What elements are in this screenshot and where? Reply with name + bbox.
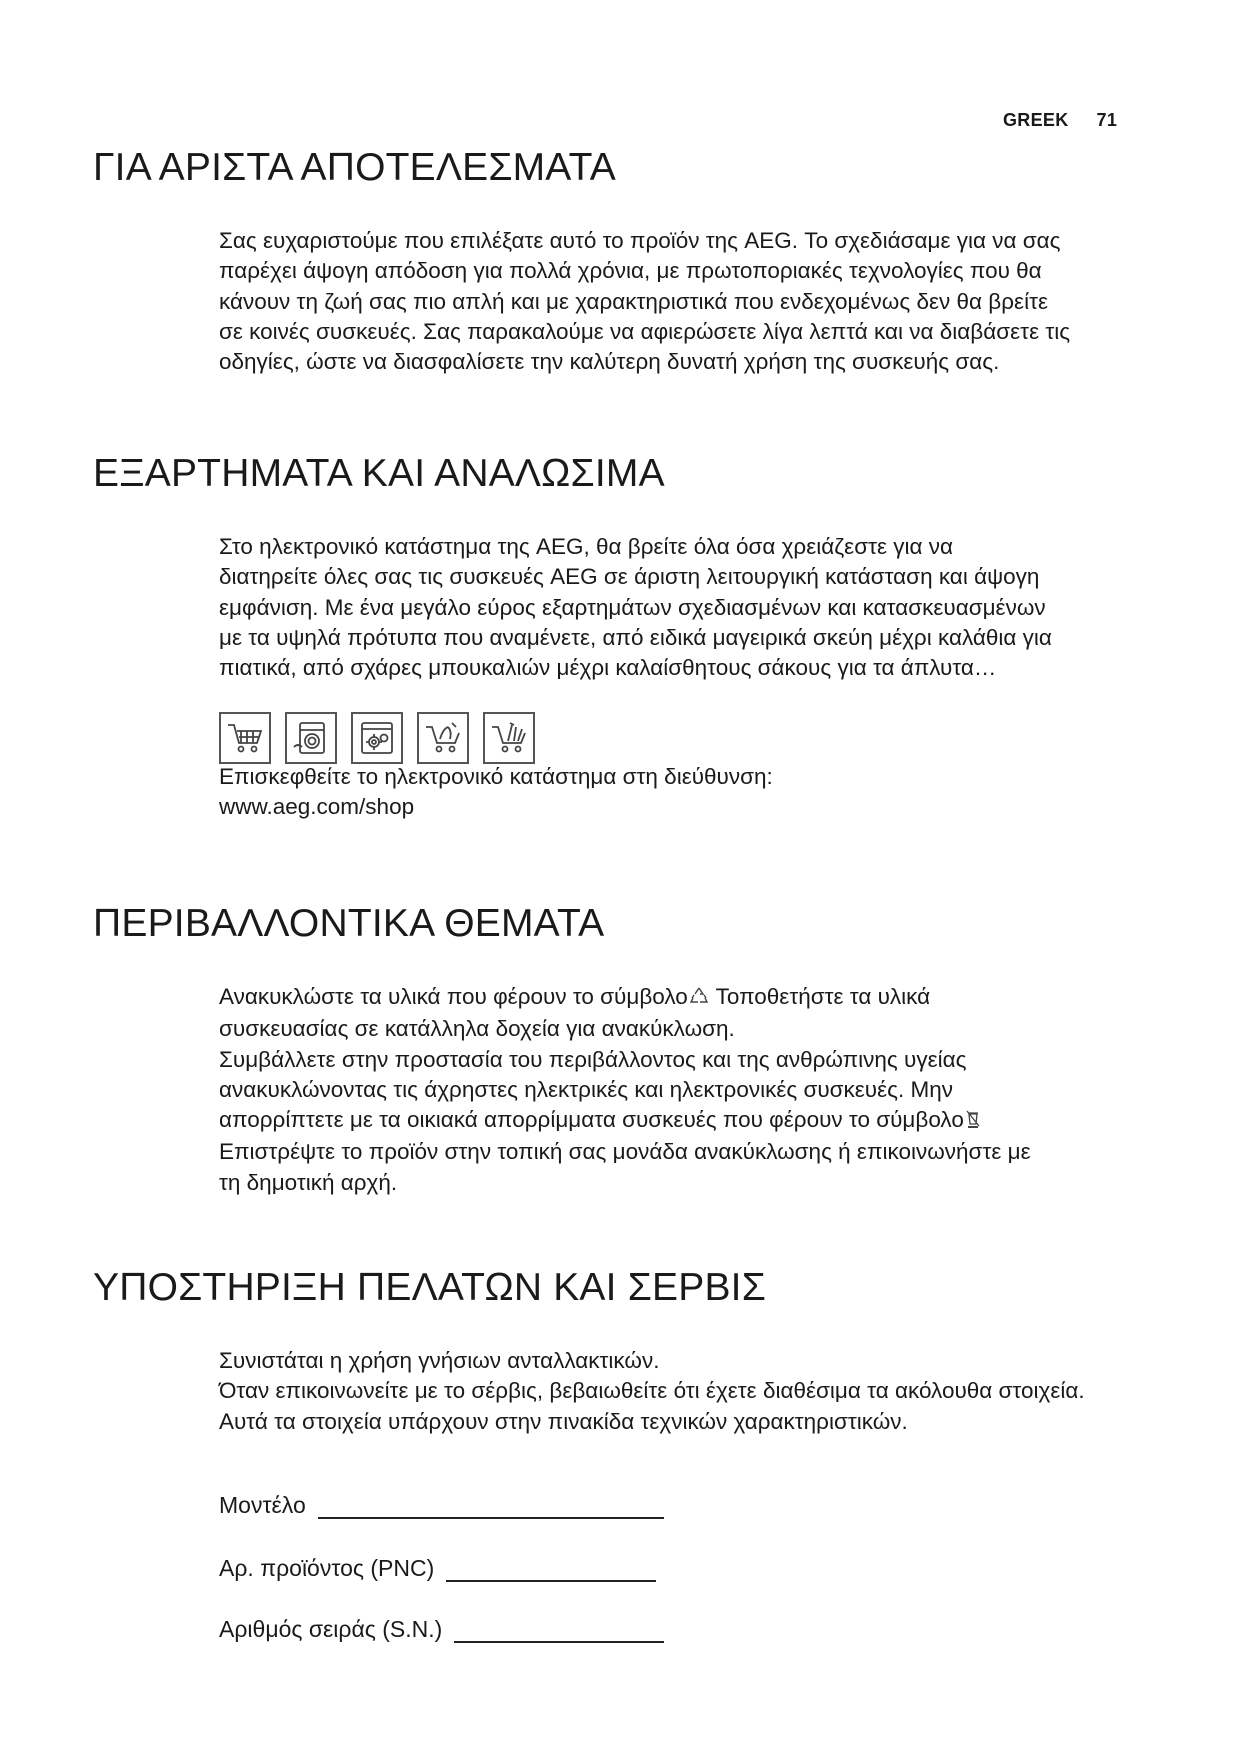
serial-field-row [219, 1616, 664, 1643]
text-line: συσκευασίας σε κατάλληλα δοχεία για ανακύκλωση. [219, 1016, 735, 1042]
shop-url-link[interactable]: www.aeg.com/shop [219, 794, 415, 820]
text-line: πιατικά, από σχάρες μπουκαλιών μέχρι καλαίσθητους σάκους για τα άπλυτα… [219, 655, 997, 681]
section-title-environment: ΠΕΡΙΒΑΛΛΟΝΤΙΚΑ ΘΕΜΑΤΑ [93, 902, 605, 945]
accessories-paragraph [219, 532, 1149, 683]
pnc-blank-line[interactable] [446, 1556, 656, 1582]
model-field-row [219, 1492, 664, 1519]
environment-paragraph [219, 982, 1149, 1198]
washing-machine-care-icon [285, 712, 337, 764]
model-label: Μοντέλο [219, 1492, 306, 1518]
section-title-support: ΥΠΟΣΤΗΡΙΞΗ ΠΕΛΑΤΩΝ ΚΑΙ ΣΕΡΒΙΣ [93, 1266, 767, 1309]
pnc-label: Αρ. προϊόντος (PNC) [219, 1555, 435, 1581]
text-line: Επιστρέψτε το προϊόν στην τοπική σας μονάδα ανακύκλωσης ή επικοινωνήστε με [219, 1139, 1031, 1165]
best-results-paragraph [219, 226, 1149, 377]
text-line: Στο ηλεκτρονικό κατάστημα της AEG, θα βρείτε όλα όσα χρειάζεστε για να [219, 534, 954, 559]
text-line: εμφάνιση. Με ένα μεγάλο εύρος εξαρτημάτων σχεδιασμένων και κατασκευασμένων [219, 594, 1046, 620]
cart-with-tools-icon [483, 712, 535, 764]
text-line: τη δημοτική αρχή. [219, 1169, 398, 1195]
shop-visit-text [219, 762, 1149, 823]
text-line: Όταν επικοινωνείτε με το σέρβις, βεβαιωθείτε ότι έχετε διαθέσιμα τα ακόλουθα στοιχεία. [219, 1378, 1085, 1404]
page-header [1003, 110, 1117, 131]
text-line: ανακυκλώνοντας τις άχρηστες ηλεκτρικές και ηλεκτρονικές συσκευές. Μην [219, 1076, 953, 1102]
text-line: σε κοινές συσκευές. Σας παρακαλούμε να αφιερώσετε λίγα λεπτά και να διαβάσετε τις [219, 318, 1071, 344]
text-line: παρέχει άψογη απόδοση για πολλά χρόνια, με πρωτοποριακές τεχνολογίες που θα [219, 258, 1042, 284]
text-line: Σας ευχαριστούμε που επιλέξατε αυτό το προϊόν της AEG. Το σχεδιάσαμε για να σας [219, 228, 1061, 253]
shopping-cart-icon [219, 712, 271, 764]
pnc-field-row [219, 1555, 656, 1582]
support-paragraph [219, 1346, 1149, 1437]
language-label: GREEK [1003, 110, 1069, 130]
weee-text: απορρίπτετε με τα οικιακά απορρίμματα συσκευές που φέρουν το σύμβολο [219, 1107, 964, 1133]
text-line: Αυτά τα στοιχεία υπάρχουν στην πινακίδα τεχνικών χαρακτηριστικών. [219, 1408, 908, 1434]
text-line: Συνιστάται η χρήση γνήσιων ανταλλακτικών. [219, 1348, 660, 1373]
text-line: διατηρείτε όλες σας τις συσκευές AEG σε άριστη λειτουργική κατάσταση και άψογη [219, 564, 1040, 590]
text-line: Συμβάλλετε στην προστασία του περιβάλλοντος και της ανθρώπινης υγείας [219, 1046, 967, 1072]
text-line: κάνουν τη ζωή σας πιο απλή και με χαρακτηριστικά που ενδεχομένως δεν θα βρείτε [219, 288, 1048, 314]
text-line [219, 1105, 1149, 1137]
serial-label: Αριθμός σειράς (S.N.) [219, 1616, 443, 1642]
recycle-icon [690, 984, 708, 1014]
crossed-bin-icon [966, 1107, 980, 1137]
page-number: 71 [1096, 110, 1118, 130]
recycle-text-b: Τοποθετήστε τα υλικά [709, 984, 931, 1009]
shop-icons-row [219, 712, 535, 764]
appliance-settings-icon [351, 712, 403, 764]
text-line [219, 982, 1149, 1014]
serial-blank-line[interactable] [454, 1617, 664, 1643]
recycle-text-a: Ανακυκλώστε τα υλικά που φέρουν το σύμβολο [219, 984, 688, 1009]
cart-with-parts-icon [417, 712, 469, 764]
visit-line: Επισκεφθείτε το ηλεκτρονικό κατάστημα στη διεύθυνση: [219, 764, 773, 789]
section-title-best-results: ΓΙΑ ΑΡΙΣΤΑ ΑΠΟΤΕΛΕΣΜΑΤΑ [93, 146, 616, 189]
model-blank-line[interactable] [318, 1493, 664, 1519]
text-line: οδηγίες, ώστε να διασφαλίσετε την καλύτερη δυνατή χρήση της συσκευής σας. [219, 349, 1000, 375]
section-title-accessories: ΕΞΑΡΤΗΜΑΤΑ ΚΑΙ ΑΝΑΛΩΣΙΜΑ [93, 452, 665, 495]
text-line: με τα υψηλά πρότυπα που αναμένετε, από ειδικά μαγειρικά σκεύη μέχρι καλάθια για [219, 624, 1052, 650]
